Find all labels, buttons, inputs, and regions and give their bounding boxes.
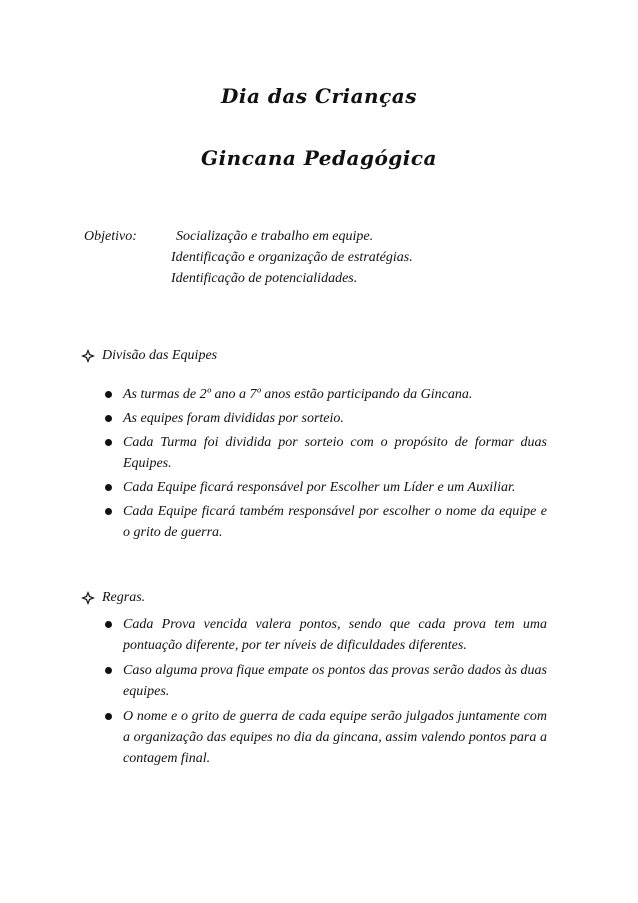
list-item-text: Cada Equipe ficará responsável por Escolher um Líder e um Auxiliar. <box>123 480 516 495</box>
bullet-dot-icon <box>105 713 112 720</box>
section-heading-regras <box>80 587 145 608</box>
list-item <box>105 706 547 769</box>
list-item <box>105 384 547 405</box>
bullet-dot-icon <box>105 621 112 628</box>
list-item-text: Caso alguma prova fique empate os pontos das provas serão dados às duas equipes. <box>123 663 547 699</box>
list-item-text: Cada Prova vencida valera pontos, sendo que cada prova tem uma pontuação diferente, por ter níveis de dificuldades diferentes. <box>123 617 547 653</box>
list-item <box>105 660 547 702</box>
list-item-text: As equipes foram divididas por sorteio. <box>123 411 344 426</box>
objective-line: Socialização e trabalho em equipe. <box>176 229 374 244</box>
bullet-dot-icon <box>105 415 112 422</box>
list-item <box>105 614 547 656</box>
list-item <box>105 432 547 474</box>
bullet-dot-icon <box>105 439 112 446</box>
bullet-dot-icon <box>105 484 112 491</box>
document-subtitle: Gincana Pedagógica <box>200 146 438 170</box>
document-title: Dia das Crianças <box>221 84 417 108</box>
diamond-bullet-icon <box>80 590 96 606</box>
list-item-text: Cada Turma foi dividida por sorteio com o propósito de formar duas Equipes. <box>123 435 547 471</box>
objective-line: Identificação de potencialidades. <box>171 271 358 286</box>
bullet-list-regras <box>105 614 547 773</box>
list-item <box>105 408 547 429</box>
bullet-dot-icon <box>105 667 112 674</box>
list-item-text: As turmas de 2º ano a 7º anos estão participando da Gincana. <box>123 387 473 402</box>
list-item <box>105 477 547 498</box>
bullet-dot-icon <box>105 391 112 398</box>
objective-line: Identificação e organização de estratégias. <box>171 250 413 265</box>
list-item <box>105 501 547 543</box>
section-heading-label: Divisão das Equipes <box>102 348 218 363</box>
list-item-text: O nome e o grito de guerra de cada equipe serão julgados juntamente com a organização das equipes no dia da gincana, assim valendo pontos para a contagem final. <box>123 709 547 766</box>
list-item-text: Cada Equipe ficará também responsável por escolher o nome da equipe e o grito de guerra. <box>123 504 547 540</box>
diamond-bullet-icon <box>80 348 96 364</box>
section-heading-label: Regras. <box>102 590 146 605</box>
objective-label: Objetivo: <box>84 229 137 244</box>
objective-lines <box>171 226 571 289</box>
bullet-dot-icon <box>105 508 112 515</box>
bullet-list-divisao <box>105 384 547 546</box>
section-heading-divisao <box>80 345 217 366</box>
